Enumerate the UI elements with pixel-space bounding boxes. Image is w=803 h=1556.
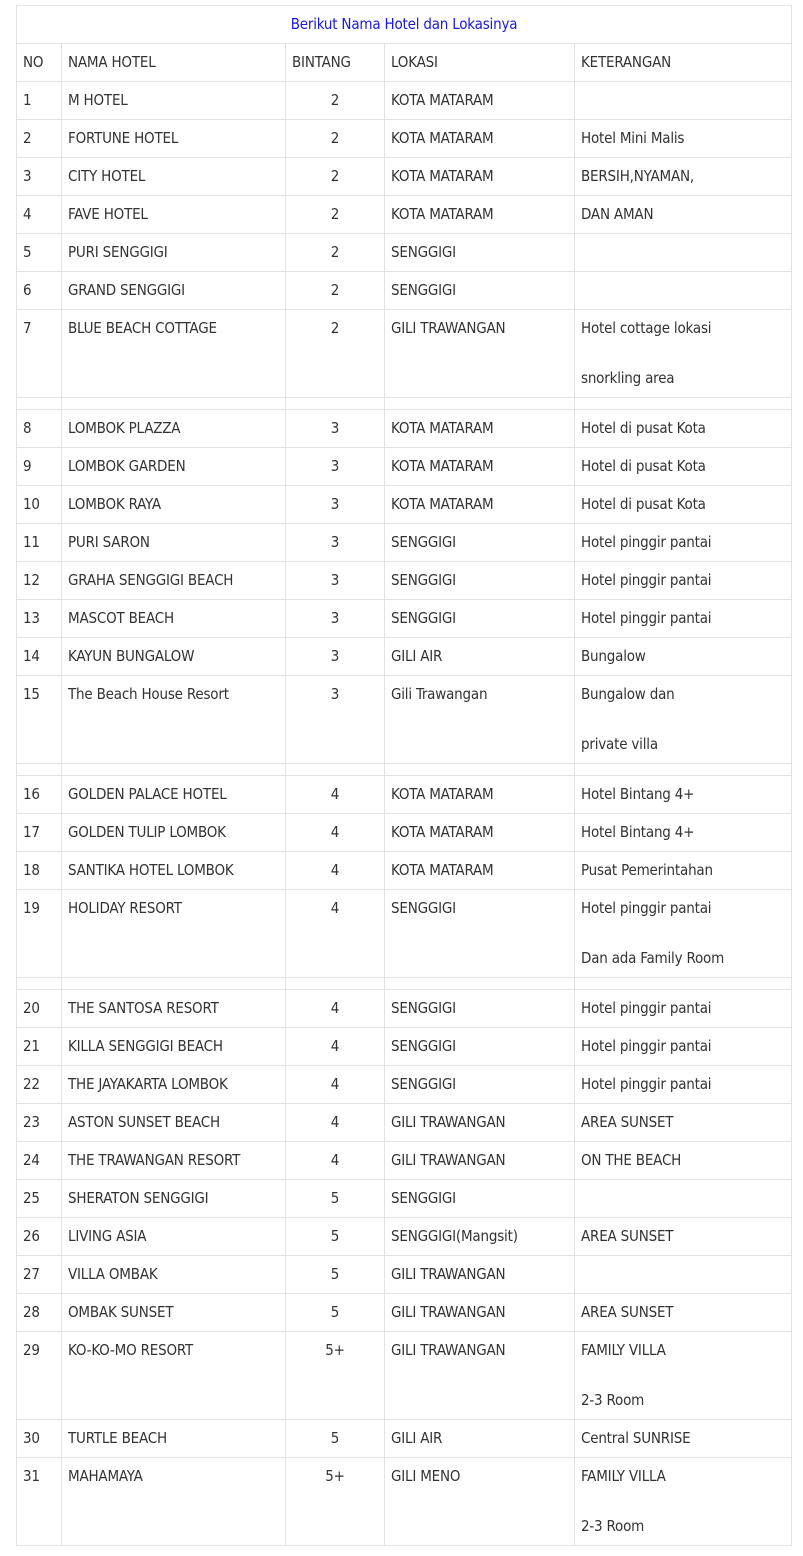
table-row — [17, 890, 792, 978]
cell-location: SENGGIGI — [385, 524, 575, 562]
table-row — [17, 1142, 792, 1180]
table-row — [17, 1028, 792, 1066]
header-notes: KETERANGAN — [575, 44, 792, 82]
cell-stars: 2 — [286, 272, 385, 310]
cell-stars — [286, 890, 385, 978]
cell-notes — [575, 1332, 792, 1420]
cell-hotel-name: CITY HOTEL — [62, 158, 286, 196]
cell-hotel-name-text: HOLIDAY RESORT — [68, 899, 182, 917]
spacer-cell — [385, 978, 575, 990]
cell-stars: 5 — [286, 1294, 385, 1332]
cell-no: 28 — [17, 1294, 62, 1332]
cell-hotel-name-text: MAHAMAYA — [68, 1467, 143, 1485]
notes-line: Bungalow dan — [581, 685, 675, 703]
cell-hotel-name: SHERATON SENGGIGI — [62, 1180, 286, 1218]
cell-notes: AREA SUNSET — [575, 1294, 792, 1332]
spacer-cell — [62, 978, 286, 990]
cell-location: GILI TRAWANGAN — [385, 1142, 575, 1180]
cell-location: KOTA MATARAM — [385, 82, 575, 120]
cell-notes: Hotel pinggir pantai — [575, 990, 792, 1028]
cell-location: KOTA MATARAM — [385, 410, 575, 448]
cell-no: 5 — [17, 234, 62, 272]
cell-location: GILI TRAWANGAN — [385, 1256, 575, 1294]
cell-no: 9 — [17, 448, 62, 486]
cell-notes: Hotel pinggir pantai — [575, 524, 792, 562]
cell-location — [385, 310, 575, 398]
cell-no-text: 31 — [23, 1467, 40, 1485]
cell-hotel-name: VILLA OMBAK — [62, 1256, 286, 1294]
cell-location: KOTA MATARAM — [385, 120, 575, 158]
cell-no: 24 — [17, 1142, 62, 1180]
table-row — [17, 676, 792, 764]
cell-hotel-name: LIVING ASIA — [62, 1218, 286, 1256]
cell-location — [385, 1458, 575, 1546]
cell-stars: 2 — [286, 82, 385, 120]
table-row — [17, 120, 792, 158]
cell-location-text: GILI TRAWANGAN — [391, 319, 506, 337]
cell-location: KOTA MATARAM — [385, 158, 575, 196]
cell-notes — [575, 890, 792, 978]
cell-no: 18 — [17, 852, 62, 890]
table-row — [17, 990, 792, 1028]
cell-stars: 3 — [286, 562, 385, 600]
cell-location: GILI TRAWANGAN — [385, 1294, 575, 1332]
cell-no: 25 — [17, 1180, 62, 1218]
cell-no: 20 — [17, 990, 62, 1028]
cell-stars — [286, 676, 385, 764]
cell-hotel-name: FORTUNE HOTEL — [62, 120, 286, 158]
cell-location: KOTA MATARAM — [385, 196, 575, 234]
cell-no — [17, 890, 62, 978]
cell-notes: Hotel pinggir pantai — [575, 562, 792, 600]
table-row — [17, 600, 792, 638]
cell-stars: 3 — [286, 524, 385, 562]
cell-stars: 4 — [286, 1104, 385, 1142]
table-row — [17, 234, 792, 272]
cell-no — [17, 1458, 62, 1546]
cell-hotel-name-text: KO-KO-MO RESORT — [68, 1341, 194, 1359]
cell-location: SENGGIGI — [385, 272, 575, 310]
cell-no: 26 — [17, 1218, 62, 1256]
cell-location: KOTA MATARAM — [385, 486, 575, 524]
cell-notes — [575, 82, 792, 120]
spacer-row — [17, 978, 792, 990]
cell-no: 22 — [17, 1066, 62, 1104]
cell-notes: Hotel pinggir pantai — [575, 1028, 792, 1066]
cell-hotel-name: LOMBOK GARDEN — [62, 448, 286, 486]
cell-hotel-name: KAYUN BUNGALOW — [62, 638, 286, 676]
cell-notes: Hotel di pusat Kota — [575, 448, 792, 486]
table-row — [17, 562, 792, 600]
table-row — [17, 1420, 792, 1458]
cell-no: 27 — [17, 1256, 62, 1294]
cell-no: 16 — [17, 776, 62, 814]
cell-no: 10 — [17, 486, 62, 524]
cell-no: 3 — [17, 158, 62, 196]
cell-no: 23 — [17, 1104, 62, 1142]
cell-notes: Hotel pinggir pantai — [575, 1066, 792, 1104]
cell-notes — [575, 1256, 792, 1294]
cell-location: SENGGIGI — [385, 600, 575, 638]
cell-location: GILI AIR — [385, 638, 575, 676]
cell-stars: 3 — [286, 410, 385, 448]
cell-no — [17, 676, 62, 764]
cell-stars: 5 — [286, 1218, 385, 1256]
cell-location-text: GILI TRAWANGAN — [391, 1341, 506, 1359]
table-row — [17, 448, 792, 486]
table-row — [17, 1458, 792, 1546]
cell-stars: 3 — [286, 600, 385, 638]
cell-hotel-name: MASCOT BEACH — [62, 600, 286, 638]
cell-hotel-name: GRAND SENGGIGI — [62, 272, 286, 310]
cell-no: 12 — [17, 562, 62, 600]
notes-line: Hotel cottage lokasi — [581, 319, 712, 337]
cell-location: SENGGIGI — [385, 562, 575, 600]
cell-no-text: 19 — [23, 899, 40, 917]
cell-stars: 4 — [286, 852, 385, 890]
cell-notes: AREA SUNSET — [575, 1218, 792, 1256]
cell-notes: Hotel Bintang 4+ — [575, 776, 792, 814]
cell-hotel-name — [62, 676, 286, 764]
cell-notes — [575, 676, 792, 764]
cell-location: KOTA MATARAM — [385, 776, 575, 814]
cell-no: 11 — [17, 524, 62, 562]
cell-location — [385, 676, 575, 764]
table-row — [17, 1332, 792, 1420]
cell-notes: Hotel Mini Malis — [575, 120, 792, 158]
table-row — [17, 1294, 792, 1332]
cell-hotel-name — [62, 1332, 286, 1420]
cell-notes: Bungalow — [575, 638, 792, 676]
spacer-cell — [575, 978, 792, 990]
cell-notes: AREA SUNSET — [575, 1104, 792, 1142]
cell-location: SENGGIGI — [385, 234, 575, 272]
cell-hotel-name: M HOTEL — [62, 82, 286, 120]
notes-line: 2-3 Room — [581, 1517, 645, 1535]
notes-line: Dan ada Family Room — [581, 949, 725, 967]
spacer-cell — [62, 764, 286, 776]
cell-hotel-name: PURI SARON — [62, 524, 286, 562]
cell-no: 6 — [17, 272, 62, 310]
table-row — [17, 196, 792, 234]
hotel-table-container — [16, 5, 791, 1546]
cell-notes: Central SUNRISE — [575, 1420, 792, 1458]
header-no: NO — [17, 44, 62, 82]
cell-no: 13 — [17, 600, 62, 638]
cell-notes: Hotel di pusat Kota — [575, 410, 792, 448]
cell-hotel-name: OMBAK SUNSET — [62, 1294, 286, 1332]
notes-line: private villa — [581, 735, 658, 753]
table-row — [17, 1104, 792, 1142]
table-row — [17, 814, 792, 852]
hotel-table — [16, 5, 792, 1546]
header-location: LOKASI — [385, 44, 575, 82]
cell-stars: 5 — [286, 1256, 385, 1294]
cell-hotel-name: THE JAYAKARTA LOMBOK — [62, 1066, 286, 1104]
spacer-cell — [575, 764, 792, 776]
table-row — [17, 852, 792, 890]
title-row — [17, 6, 792, 44]
cell-hotel-name: KILLA SENGGIGI BEACH — [62, 1028, 286, 1066]
cell-no — [17, 310, 62, 398]
cell-no-text: 29 — [23, 1341, 40, 1359]
cell-location-text: GILI MENO — [391, 1467, 461, 1485]
notes-line: Hotel pinggir pantai — [581, 899, 712, 917]
table-row — [17, 1180, 792, 1218]
header-row — [17, 44, 792, 82]
cell-no: 2 — [17, 120, 62, 158]
cell-notes — [575, 272, 792, 310]
cell-no: 30 — [17, 1420, 62, 1458]
cell-no: 4 — [17, 196, 62, 234]
cell-stars: 3 — [286, 448, 385, 486]
cell-stars-text: 3 — [330, 685, 340, 703]
cell-location: KOTA MATARAM — [385, 448, 575, 486]
cell-location: SENGGIGI — [385, 1066, 575, 1104]
table-title: Berikut Nama Hotel dan Lokasinya — [17, 6, 792, 44]
cell-stars: 3 — [286, 486, 385, 524]
cell-no: 8 — [17, 410, 62, 448]
cell-hotel-name: GRAHA SENGGIGI BEACH — [62, 562, 286, 600]
spacer-cell — [62, 398, 286, 410]
cell-hotel-name: LOMBOK PLAZZA — [62, 410, 286, 448]
cell-stars — [286, 310, 385, 398]
table-row — [17, 486, 792, 524]
cell-stars-text: 5+ — [325, 1341, 345, 1359]
notes-line: snorkling area — [581, 369, 675, 387]
cell-hotel-name: ASTON SUNSET BEACH — [62, 1104, 286, 1142]
cell-notes: DAN AMAN — [575, 196, 792, 234]
spacer-cell — [286, 978, 385, 990]
cell-stars — [286, 1332, 385, 1420]
table-row — [17, 410, 792, 448]
cell-notes — [575, 310, 792, 398]
spacer-cell — [17, 978, 62, 990]
cell-notes: BERSIH,NYAMAN, — [575, 158, 792, 196]
cell-no: 21 — [17, 1028, 62, 1066]
header-stars: BINTANG — [286, 44, 385, 82]
cell-location: SENGGIGI(Mangsit) — [385, 1218, 575, 1256]
cell-location: GILI TRAWANGAN — [385, 1104, 575, 1142]
cell-no-text: 7 — [23, 319, 32, 337]
table-row — [17, 1066, 792, 1104]
cell-stars-text: 4 — [330, 899, 340, 917]
cell-notes: Hotel di pusat Kota — [575, 486, 792, 524]
cell-stars — [286, 1458, 385, 1546]
cell-notes: Pusat Pemerintahan — [575, 852, 792, 890]
cell-hotel-name: THE TRAWANGAN RESORT — [62, 1142, 286, 1180]
cell-notes: Hotel Bintang 4+ — [575, 814, 792, 852]
cell-stars: 4 — [286, 1142, 385, 1180]
cell-stars: 4 — [286, 776, 385, 814]
cell-notes — [575, 234, 792, 272]
table-row — [17, 1256, 792, 1294]
table-row — [17, 82, 792, 120]
cell-stars: 2 — [286, 120, 385, 158]
cell-notes — [575, 1180, 792, 1218]
cell-stars: 4 — [286, 1066, 385, 1104]
cell-hotel-name: FAVE HOTEL — [62, 196, 286, 234]
cell-hotel-name — [62, 1458, 286, 1546]
cell-stars: 2 — [286, 196, 385, 234]
cell-stars: 2 — [286, 158, 385, 196]
spacer-cell — [385, 764, 575, 776]
spacer-cell — [286, 398, 385, 410]
cell-hotel-name: PURI SENGGIGI — [62, 234, 286, 272]
header-hotel-name: NAMA HOTEL — [62, 44, 286, 82]
cell-notes: ON THE BEACH — [575, 1142, 792, 1180]
cell-no: 14 — [17, 638, 62, 676]
spacer-cell — [17, 398, 62, 410]
cell-location — [385, 1332, 575, 1420]
notes-line: FAMILY VILLA — [581, 1341, 666, 1359]
cell-stars: 4 — [286, 1028, 385, 1066]
notes-line: 2-3 Room — [581, 1391, 645, 1409]
spacer-cell — [17, 764, 62, 776]
cell-location — [385, 890, 575, 978]
cell-stars: 5 — [286, 1180, 385, 1218]
cell-location-text: Gili Trawangan — [391, 685, 488, 703]
spacer-row — [17, 764, 792, 776]
cell-no: 1 — [17, 82, 62, 120]
cell-hotel-name: TURTLE BEACH — [62, 1420, 286, 1458]
table-row — [17, 272, 792, 310]
table-row — [17, 310, 792, 398]
cell-hotel-name: SANTIKA HOTEL LOMBOK — [62, 852, 286, 890]
cell-hotel-name — [62, 310, 286, 398]
spacer-cell — [575, 398, 792, 410]
cell-hotel-name: THE SANTOSA RESORT — [62, 990, 286, 1028]
cell-stars: 4 — [286, 990, 385, 1028]
cell-hotel-name — [62, 890, 286, 978]
table-row — [17, 1218, 792, 1256]
cell-notes: Hotel pinggir pantai — [575, 600, 792, 638]
notes-line: FAMILY VILLA — [581, 1467, 666, 1485]
cell-location: SENGGIGI — [385, 1028, 575, 1066]
cell-location: KOTA MATARAM — [385, 852, 575, 890]
cell-no-text: 15 — [23, 685, 40, 703]
cell-location: SENGGIGI — [385, 1180, 575, 1218]
cell-stars-text: 2 — [330, 319, 340, 337]
cell-location: GILI AIR — [385, 1420, 575, 1458]
cell-notes — [575, 1458, 792, 1546]
cell-hotel-name-text: The Beach House Resort — [68, 685, 229, 703]
cell-stars: 4 — [286, 814, 385, 852]
cell-no — [17, 1332, 62, 1420]
spacer-row — [17, 398, 792, 410]
cell-stars: 2 — [286, 234, 385, 272]
spacer-cell — [385, 398, 575, 410]
spacer-cell — [286, 764, 385, 776]
table-row — [17, 638, 792, 676]
table-row — [17, 158, 792, 196]
table-row — [17, 776, 792, 814]
cell-no: 17 — [17, 814, 62, 852]
cell-location: KOTA MATARAM — [385, 814, 575, 852]
cell-hotel-name-text: BLUE BEACH COTTAGE — [68, 319, 217, 337]
cell-hotel-name: GOLDEN TULIP LOMBOK — [62, 814, 286, 852]
table-row — [17, 524, 792, 562]
cell-stars: 5 — [286, 1420, 385, 1458]
cell-stars: 3 — [286, 638, 385, 676]
cell-location: SENGGIGI — [385, 990, 575, 1028]
cell-location-text: SENGGIGI — [391, 899, 456, 917]
cell-hotel-name: LOMBOK RAYA — [62, 486, 286, 524]
cell-hotel-name: GOLDEN PALACE HOTEL — [62, 776, 286, 814]
cell-stars-text: 5+ — [325, 1467, 345, 1485]
